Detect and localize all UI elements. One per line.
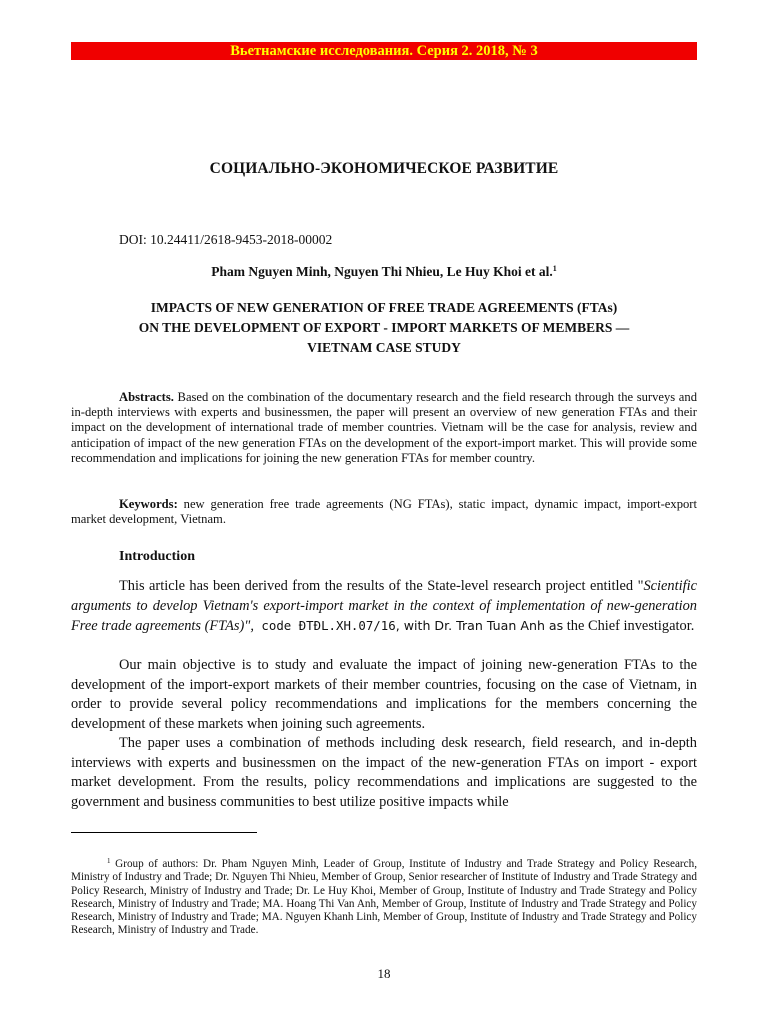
footnote-divider <box>71 832 257 833</box>
footnote-mark: 1 <box>107 857 111 865</box>
paper-title <box>71 298 697 358</box>
intro-paragraph-3: The paper uses a combination of methods including desk research, field research, and in-depth interviews with experts and businessmen on the impact of the new-generation FTAs on import - export market development. From the results, policy recommendations and implications are suggested to the government and business communities to best utilize positive impacts while <box>71 735 697 810</box>
intro-p1-start: This article has been derived from the results of the State-level research project entitled " <box>119 578 644 594</box>
author-footnote-mark: 1 <box>552 264 557 273</box>
doi-line: DOI: 10.24411/2618-9453-2018-00002 <box>119 232 333 247</box>
intro-p1-project-title: Scientific arguments to develop Vietnam's export-import market in the context of implementation of new-generation Free trade agreements (FTAs)", <box>71 578 697 634</box>
footnote <box>71 855 697 938</box>
intro-p1-investigator: , with Dr. Tran Tuan Anh as <box>395 618 564 633</box>
keywords-paragraph <box>71 497 697 527</box>
keywords-label: Keywords: <box>119 497 178 511</box>
abstract-paragraph <box>71 390 697 466</box>
journal-header-text: Вьетнамские исследования. Серия 2. 2018, № 3 <box>230 43 538 59</box>
paper-title-line-3: VIETNAM CASE STUDY <box>307 340 461 355</box>
footnote-text: Group of authors: Dr. Pham Nguyen Minh, Leader of Group, Institute of Industry and Trade Strategy and Policy Research, Ministry of Industry and Trade; Dr. Nguyen Thi Nhieu, Member of Group, Senior researcher of Institute of Industry and Trade Strategy and Policy Research, Ministry of Industry and Trade; Dr. Le Huy Khoi, Member of Group, Institute of Industry and Trade Strategy and Policy Research, Ministry of Industry and Trade; MA. Hoang Thi Van Anh, Member of Group, Institute of Industry and Trade Strategy and Policy Research, Ministry of Industry and Trade; MA. Nguyen Khanh Linh, Member of Group, Institute of Industry and Trade Strategy and Policy Research, Ministry of Industry and Trade. <box>71 858 697 937</box>
intro-paragraph-1 <box>71 577 697 637</box>
introduction-heading: Introduction <box>119 549 195 564</box>
author-names: Pham Nguyen Minh, Nguyen Thi Nhieu, Le Huy Khoi et al. <box>211 264 553 279</box>
abstract-text: Based on the combination of the documentary research and the field research through the surveys and in-depth interviews with experts and businessmen, the paper will present an overview of new generation FTAs and their impact on the development of international trade of member countries. Vietnam will be the case for analysis, review and anticipation of impact of the new generation FTAs on the development of the export-import market. This will provide some recommendation and implications for joining the new generation FTAs for member country. <box>71 390 697 465</box>
intro-paragraph-2: Our main objective is to study and evaluate the impact of joining new-generation FTAs to the development of the import-export markets of their member countries, focusing on the case of Vietnam, in order to provide several policy recommendations and implications for the members concerning the development of these markets when joining such agreements. <box>71 657 697 732</box>
abstract-label: Abstracts. <box>119 390 174 404</box>
section-title: СОЦИАЛЬНО-ЭКОНОМИЧЕСКОЕ РАЗВИТИЕ <box>209 160 559 177</box>
paper-title-line-2: ON THE DEVELOPMENT OF EXPORT - IMPORT MARKETS OF MEMBERS — <box>138 320 630 335</box>
journal-header-banner <box>71 42 697 60</box>
intro-p1-end: the Chief investigator. <box>563 618 695 634</box>
page-number: 18 <box>377 966 391 981</box>
keywords-text: new generation free trade agreements (NG FTAs), static impact, dynamic impact, import-export market development, Vietnam. <box>71 497 697 527</box>
intro-p1-project-code: code ĐTĐL.XH.07/16 <box>253 618 396 633</box>
author-list <box>71 264 697 280</box>
paper-title-line-1: IMPACTS OF NEW GENERATION OF FREE TRADE AGREEMENTS (FTAs) <box>150 300 618 315</box>
